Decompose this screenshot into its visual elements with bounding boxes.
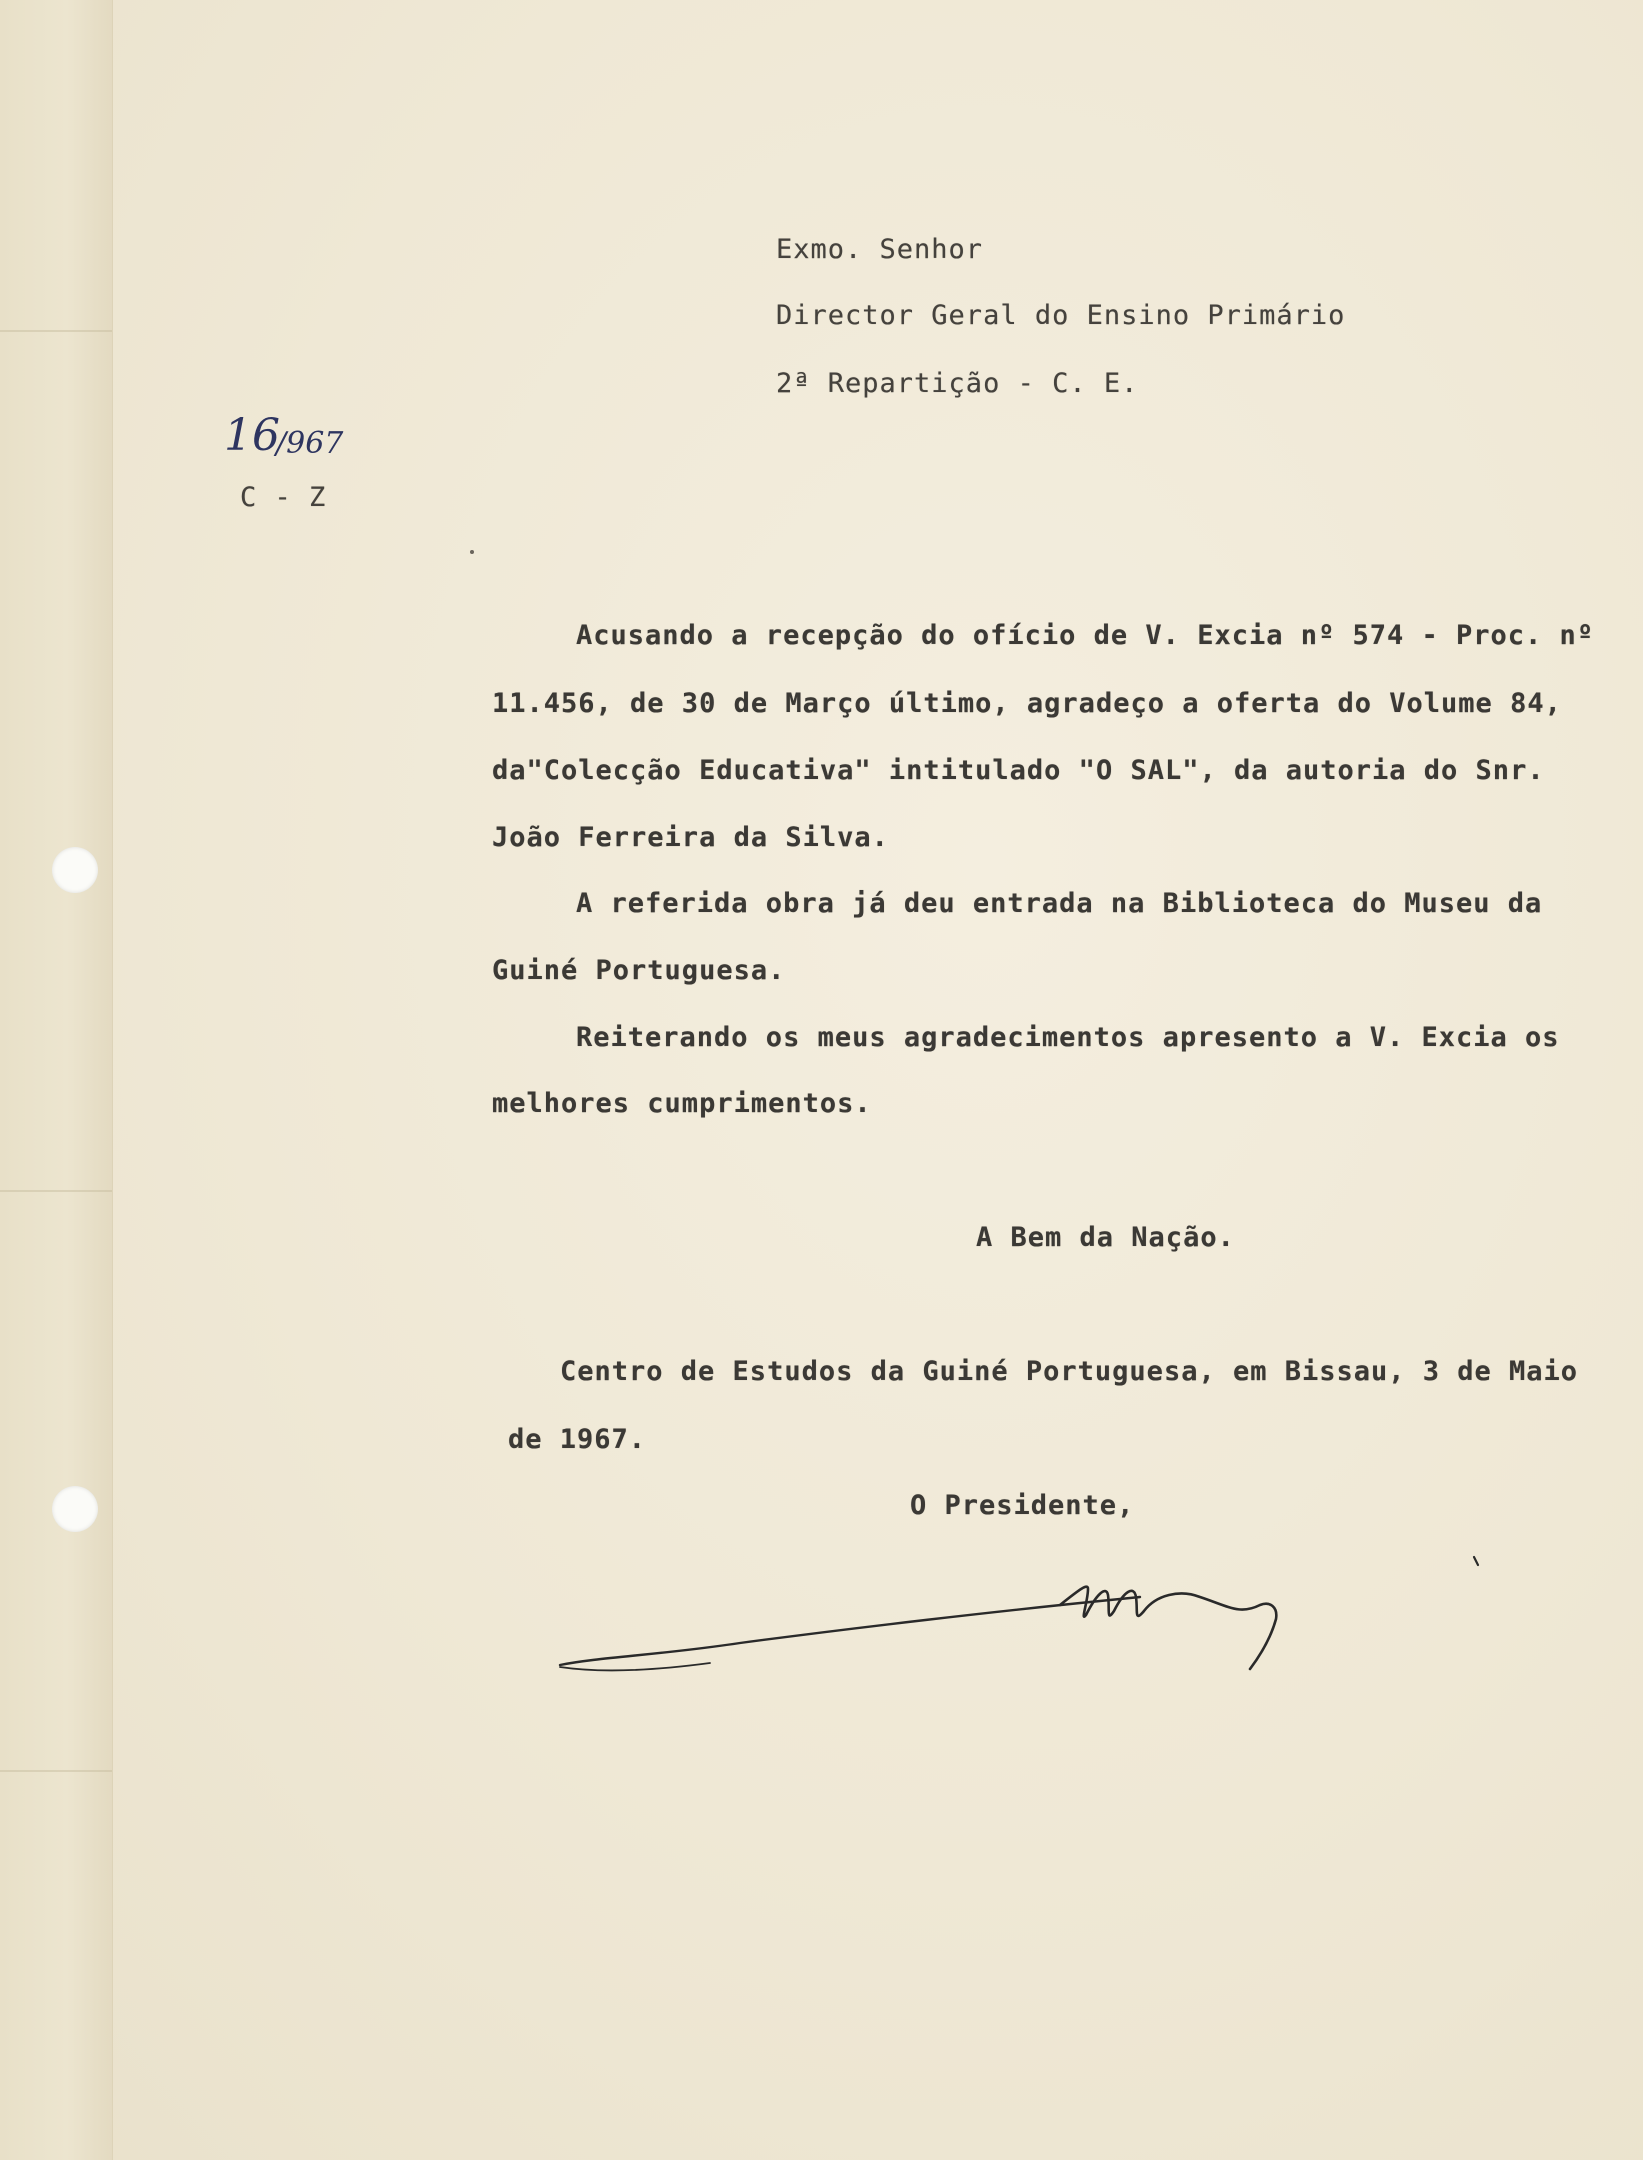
binding-strip [0, 0, 113, 2160]
body-line: Acusando a recepção do ofício de V. Excia nº 574 - Proc. nº [576, 620, 1595, 651]
body-line: Guiné Portuguesa. [492, 955, 786, 986]
paper-speck [470, 550, 474, 554]
reference-typed-code: C - Z [240, 482, 327, 513]
body-line: Reiterando os meus agradecimentos apresento a V. Excia os [576, 1022, 1560, 1053]
body-line: A referida obra já deu entrada na Biblioteca do Museu da [576, 888, 1543, 919]
signature [540, 1545, 1500, 1695]
body-line: melhores cumprimentos. [492, 1088, 872, 1119]
punch-hole-bottom [52, 1486, 98, 1532]
fold-line [0, 330, 112, 332]
signatory-role: O Presidente, [910, 1490, 1135, 1521]
body-line: da"Colecção Educativa" intitulado "O SAL", da autoria do Snr. [492, 755, 1545, 786]
body-line: João Ferreira da Silva. [492, 822, 889, 853]
reference-handwritten-number: 16 [224, 410, 280, 461]
punch-hole-top [52, 847, 98, 893]
fold-line [0, 1770, 112, 1772]
reference-handwritten-year: /967 [276, 426, 344, 461]
fold-line [0, 1190, 112, 1192]
closing-motto: A Bem da Nação. [976, 1222, 1235, 1253]
addressee-salutation: Exmo. Senhor [776, 234, 984, 265]
addressee-department: 2ª Repartição - C. E. [776, 368, 1139, 399]
addressee-title: Director Geral do Ensino Primário [776, 300, 1346, 331]
closing-place-date-line: de 1967. [508, 1424, 647, 1455]
closing-place-date-line: Centro de Estudos da Guiné Portuguesa, em Bissau, 3 de Maio [560, 1356, 1579, 1387]
body-line: 11.456, de 30 de Março último, agradeço a oferta do Volume 84, [492, 688, 1562, 719]
